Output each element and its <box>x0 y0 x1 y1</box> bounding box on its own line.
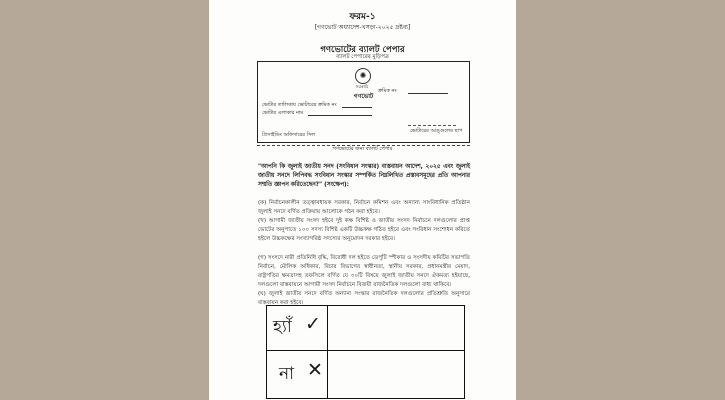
check-icon: ✓ <box>305 313 321 335</box>
ballot-title: গণভোটের ব্যালট পেপার <box>320 45 405 55</box>
ballot-paper-document <box>209 0 516 400</box>
counterfoil-label: ব্যালট পেপারের মুড়িপত্র <box>336 54 389 60</box>
proposal-item-ka: (ক) নির্বাচনকালীন তত্ত্বাবধায়ক সরকার, নির্বাচন কমিশন এবং অন্যান্য সাংবিধানিক প্রতিষ্ঠান জুলাই সনদে বর্ণিত প্রক্রিয়ায় আলোকে গঠন করা হইবে। <box>258 200 470 215</box>
yes-option-label: হ্যাঁ <box>273 317 292 337</box>
vote-table <box>266 305 465 399</box>
government-seal-icon: ✺ <box>355 68 371 84</box>
officer-seal-label: প্রিসাইডিং অফিসারের সিল <box>262 132 316 138</box>
voter-list-label: ভোটার তালিকায় ভোটারের ক্রমিক নং <box>262 102 337 108</box>
proposal-item-ga: (গ) সংসদে নারী প্রতিনিধি বৃদ্ধি, বিরোধী দল হইতে ডেপুটি স্পীকার ও সংসদীয় কমিটির সভাপতি নির্বাচন, মৌলিক অধিকার, বিচার বিভাগের স্বাধীনতা, স্থানীয় সরকার, প্রধানমন্ত্রীর মেয়াদ, রাষ্ট্রপতির ক্ষমতাসহ তফসিলে বর্ণিত যে ৩০টি বিষয়ে জুলাই জাতীয় সনদে ঐকমত্য হইয়াছে, দলগুলো বাস্তবায়নে আগামী সংসদ নির্বাচনে বিজয়ী রাজনৈতিক দলগুলো বাধ্য থাকিবে। <box>258 255 470 288</box>
serial-no-line <box>408 93 448 94</box>
seal-caption: সরকারি <box>355 84 369 89</box>
ballot-type-label: গণভোট <box>353 93 374 100</box>
serial-no-label: ক্রমিক নং <box>378 88 397 94</box>
voter-area-label: ভোটার এলাকার নাম <box>262 110 304 116</box>
thumb-label: ভোটারের আঙ্গুলের ছাপ <box>410 128 463 134</box>
voter-area-line <box>308 115 372 116</box>
referendum-question: "আপনি কি জুলাই জাতীয় সনদ (সংবিধান সংস্কার) বাস্তবায়ন আদেশ, ২০২৫ এবং জুলাই জাতীয় সনদে লিপিবদ্ধ সংবিধান সংস্কার সম্পর্কিত নিম্নলিখিত প্রস্তাবসমূহের প্রতি আপনার সম্মতি জ্ঞাপন করিতেছেন?" (সংক্ষেপ): <box>258 164 470 188</box>
thumb-line <box>408 125 456 126</box>
form-number: ফরম-১ <box>349 12 376 22</box>
yes-vote-box[interactable] <box>328 306 464 350</box>
form-reference: [গণভোট অধ্যাদেশ-খসড়া-২০২৫ দ্রষ্টব্য] <box>314 24 411 31</box>
voter-list-line <box>342 107 372 108</box>
cross-icon: ✕ <box>307 359 323 381</box>
proposal-item-kha: (খ) আগামী জাতীয় সংসদ হইবে দুই কক্ষ বিশিষ্ট ও জাতীয় সংসদ নির্বাচনে দলগুলোর প্রাপ্ত ভোটের অনুপাতে ১০০ সদস্য বিশিষ্ট একটি উচ্চকক্ষ গঠিত হইবে এবং সংবিধান সংশোধন করিতে হইলে উচ্চকক্ষের সংখ্যাগরিষ্ঠ সদস্যের অনুমোদন দরকার হইবে। <box>258 218 470 242</box>
proposal-item-gha: (ঘ) জুলাই জাতীয় সনদে বর্ণিত অন্যান্য সংস্কার রাজনৈতিক দলগুলোর প্রতিশ্রুতি অনুসারে বাস্তবায়ন করা হইবে। <box>258 291 470 306</box>
counterfoil-box <box>257 61 470 143</box>
no-option-label: না <box>279 364 295 384</box>
ballot-section-label: গণভোটের জন্য ব্যালট পেপার <box>332 146 393 152</box>
no-vote-box[interactable] <box>328 351 464 398</box>
